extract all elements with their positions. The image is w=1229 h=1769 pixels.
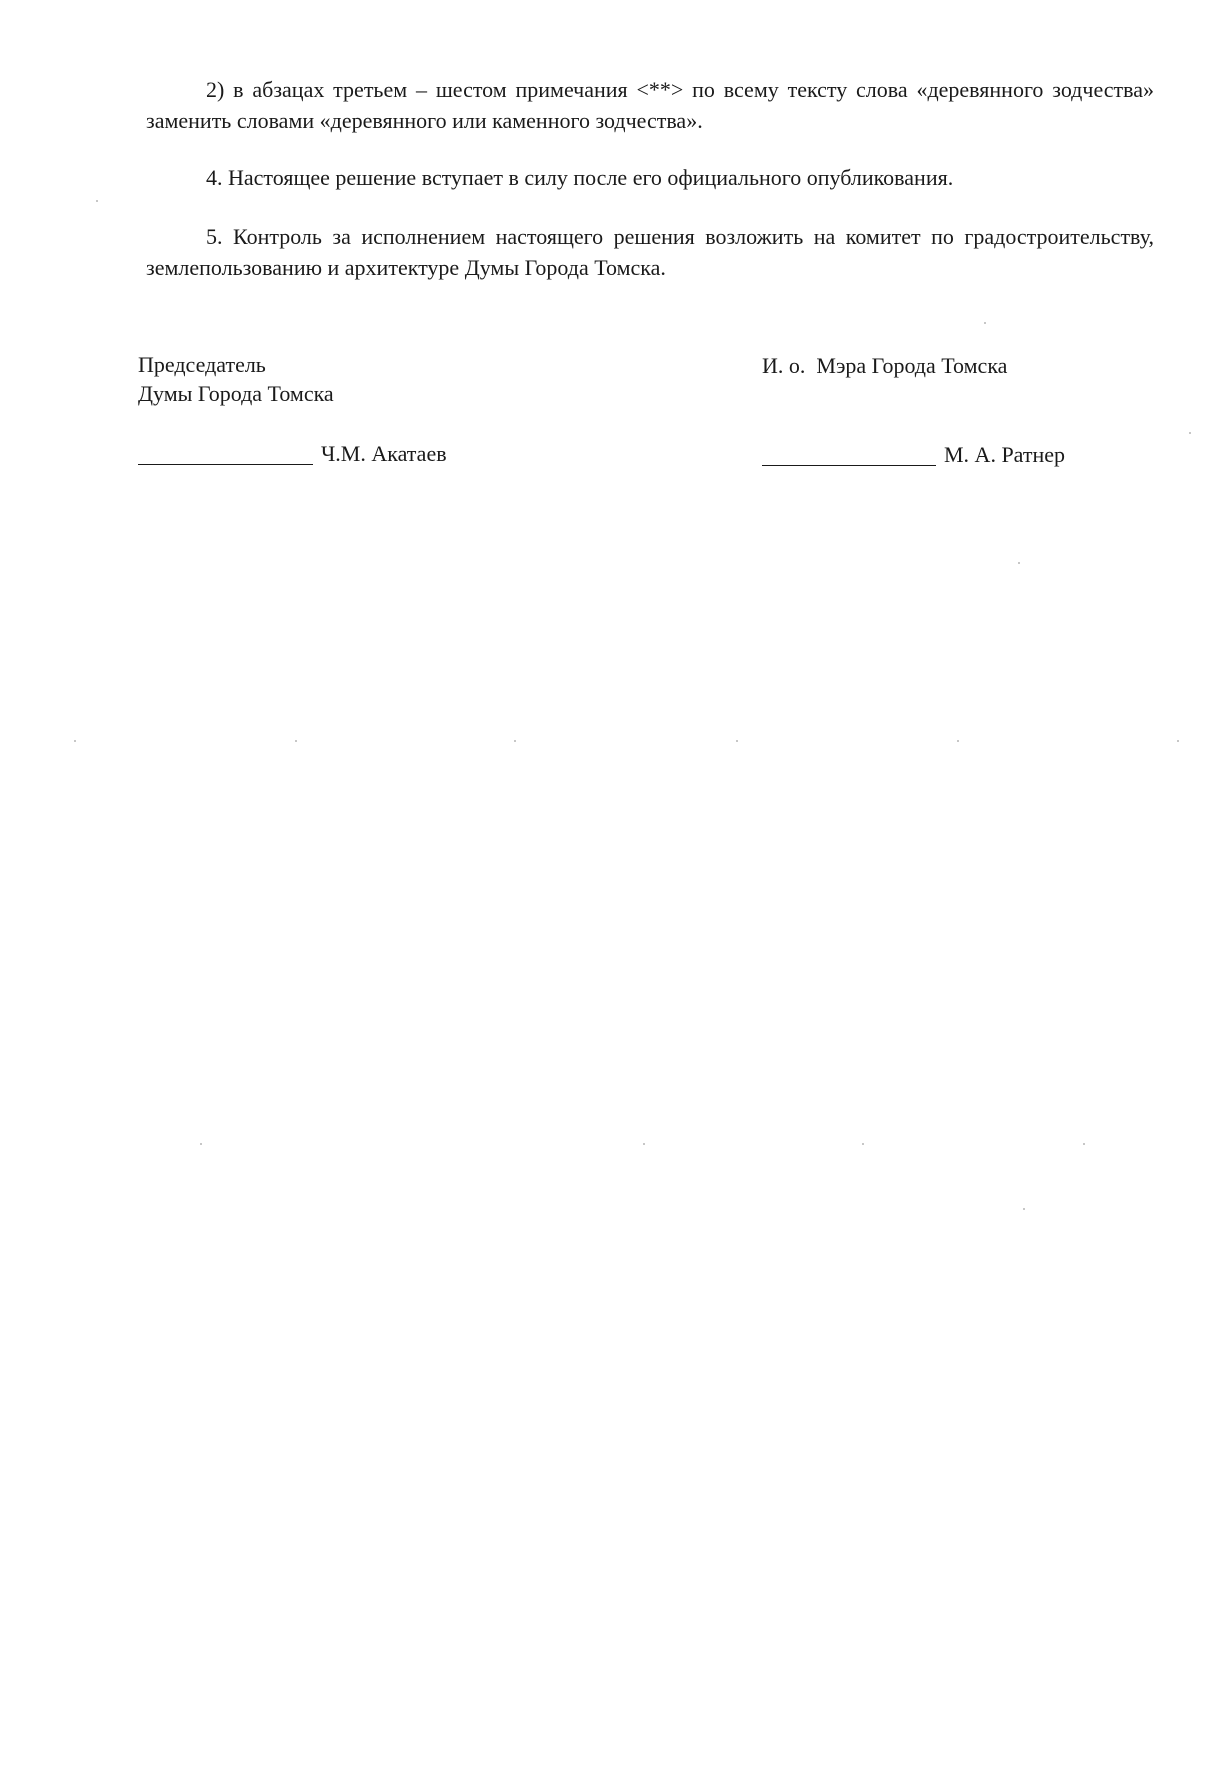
scan-speck	[1018, 562, 1020, 564]
signature-right-title	[762, 351, 1142, 380]
scan-speck	[957, 740, 959, 742]
signature-right-title-line1: И. о. Мэра Города Томска	[762, 353, 1008, 378]
scan-speck	[984, 322, 986, 324]
scan-speck	[1083, 1143, 1085, 1145]
scan-speck	[74, 740, 76, 742]
scan-speck	[1177, 740, 1179, 742]
scan-speck	[200, 1143, 202, 1145]
signature-right-blank-line	[762, 465, 936, 466]
scan-speck	[96, 200, 98, 202]
signature-left-title-line1: Председатель	[138, 352, 266, 377]
scan-speck	[295, 740, 297, 742]
paragraph-control: 5. Контроль за исполнением настоящего решения возложить на комитет по градостроительству, землепользованию и архитектуре Думы Города Томска.	[146, 224, 1154, 280]
signature-left-title	[138, 350, 478, 408]
signature-left-blank-line	[138, 464, 313, 465]
paragraph-amendment-2: 2) в абзацах третьем – шестом примечания <**> по всему тексту слова «деревянного зодчества» заменить словами «деревянного или каменного зодчества».	[146, 77, 1154, 133]
scan-speck	[736, 740, 738, 742]
scan-speck	[514, 740, 516, 742]
scan-speck	[1189, 432, 1191, 434]
signature-left-title-line2: Думы Города Томска	[138, 381, 334, 406]
paragraph-effective-date: 4. Настоящее решение вступает в силу после его официального опубликования.	[206, 165, 954, 190]
signature-right-block	[762, 440, 1065, 469]
scan-speck	[1023, 1208, 1025, 1210]
signature-left-name: Ч.М. Акатаев	[321, 441, 447, 466]
scan-speck	[862, 1143, 864, 1145]
scan-speck	[643, 1143, 645, 1145]
signature-left-block	[138, 439, 447, 468]
signature-right-name: М. А. Ратнер	[944, 442, 1066, 467]
